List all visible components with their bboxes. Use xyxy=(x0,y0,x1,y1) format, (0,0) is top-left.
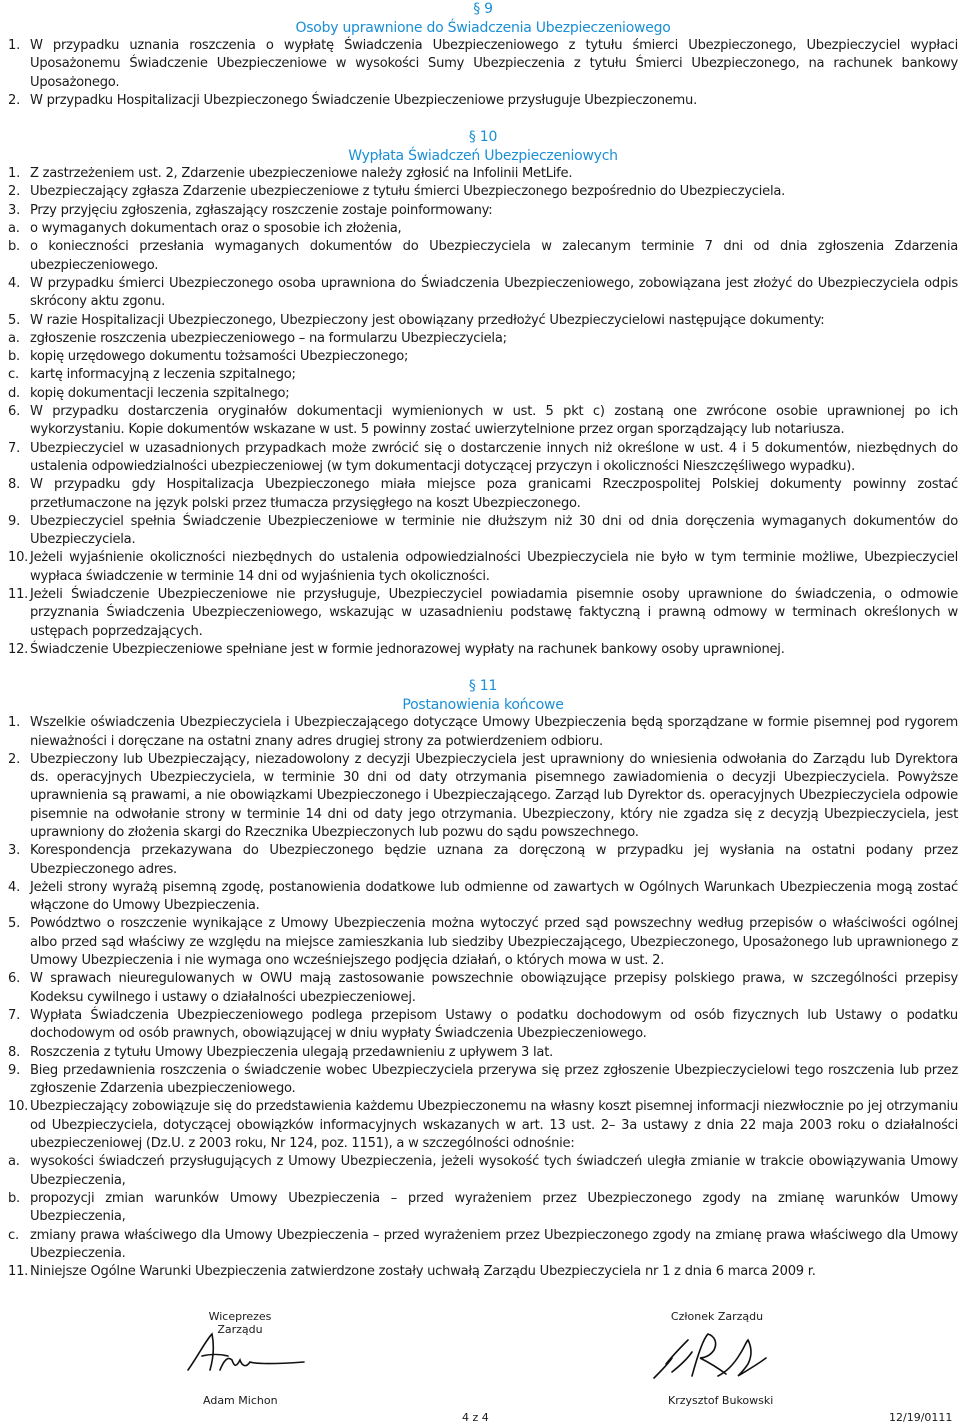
s11-item-4 xyxy=(8,879,958,916)
section-10-number: § 10 xyxy=(468,129,498,146)
item-text: W przypadku gdy Hospitalizacja Ubezpieczonego miała miejsce poza granicami Rzeczpospolitej Polskiej dokumenty powinny zostać przetłumaczone na język polski przez tłumacza przysięgłego na koszt Ubezpieczonego. xyxy=(30,477,958,511)
item-text: Wszelkie oświadczenia Ubezpieczyciela i Ubezpieczającego dotyczące Umowy Ubezpieczenia będą sporządzane w formie pisemnej pod rygorem nieważności i doręczane na ostatni znany adres drugiej strony za potwierdzeniem odbioru. xyxy=(30,715,958,749)
s10-item-9 xyxy=(8,513,958,550)
item-number: 2. xyxy=(8,184,20,200)
item-number: 3. xyxy=(8,843,20,859)
handwritten-signature-left xyxy=(180,1326,310,1382)
signature-block xyxy=(0,1310,960,1407)
subitem-text: zmiany prawa właściwego dla Umowy Ubezpieczenia – przed wyrażeniem przez Ubezpieczonego zgody na zmianę prawa właściwego dla Umowy Ubezpieczenia. xyxy=(30,1227,958,1261)
s10-item-5a xyxy=(8,330,958,348)
s10-item-10 xyxy=(8,549,958,586)
s10-item-2 xyxy=(8,183,958,201)
item-text: W przypadku śmierci Ubezpieczonego osoba uprawniona do Świadczenia Ubezpieczeniowego, zobowiązana jest złożyć do Ubezpieczyciela odpis skrócony aktu zgonu. xyxy=(30,275,958,310)
s9-item-1 xyxy=(8,37,958,92)
page-number: 4 z 4 xyxy=(462,1411,489,1424)
s10-item-7 xyxy=(8,440,958,477)
item-number: 7. xyxy=(8,440,20,456)
subitem-letter: c. xyxy=(8,1227,19,1243)
subitem-letter: b. xyxy=(8,1190,20,1206)
subitem-letter: a. xyxy=(8,221,20,237)
document-page xyxy=(8,0,958,1281)
section-11-title: Postanowienia końcowe xyxy=(402,696,564,713)
item-text: Ubezpieczający zobowiązuje się do przedstawienia każdemu Ubezpieczonemu na własny koszt pisemnej informacji niezwłocznie po jej otrzymaniu od Ubezpieczyciela, dotyczącej obowiązków informacyjnych wskazanych w art. 13 ust. 2– 3a ustawy z dnia 22 maja 2003 roku o działalności ubezpieczeniowej (Dz.U. z 2003 roku, Nr 124, poz. 1151), a w szczególności odnośnie: xyxy=(30,1099,958,1152)
section-11-number: § 11 xyxy=(468,678,498,695)
s11-item-2 xyxy=(8,751,958,842)
item-number: 2. xyxy=(8,751,20,767)
s10-item-3b xyxy=(8,238,958,275)
item-text: W przypadku dostarczenia oryginałów dokumentacji wymienionych w ust. 5 pkt c) zostaną one zwrócone osobie uprawnionej po ich wykorzystaniu. Kopie dokumentów wskazane w ust. 5 powinny zostać uwierzytelnione przez organ sporządzający lub notariusza. xyxy=(30,404,958,438)
s11-item-8 xyxy=(8,1044,958,1062)
subitem-text: o konieczności przesłania wymaganych dokumentów do Ubezpieczyciela w zalecanym terminie 7 dni od dnia zgłoszenia Zdarzenia ubezpieczeniowego. xyxy=(30,239,958,273)
item-text: Korespondencja przekazywana do Ubezpieczonego będzie uznana za doręczoną w przypadku jej wysłania na ostatni podany przez Ubezpieczonego adres. xyxy=(30,843,958,877)
item-number: 9. xyxy=(8,1062,20,1078)
item-number: 6. xyxy=(8,404,20,420)
subitem-text: zgłoszenie roszczenia ubezpieczeniowego – na formularzu Ubezpieczyciela; xyxy=(30,330,507,346)
item-text: Przy przyjęciu zgłoszenia, zgłaszający roszczenie zostaje poinformowany: xyxy=(30,202,493,218)
item-number: 12. xyxy=(8,641,29,657)
handwritten-signature-right xyxy=(648,1324,788,1386)
s10-item-5b xyxy=(8,348,958,366)
s11-item-11 xyxy=(8,1263,958,1281)
item-text: W przypadku uznania roszczenia o wypłatę Świadczenia Ubezpieczeniowego z tytułu śmierci Ubezpieczonego, Ubezpieczyciel wypłaci Uposażonemu Świadczenie Ubezpieczeniowe w wysokości Sumy Ubezpieczenia z tytułu Śmierci Ubezpieczonego, na rachunek bankowy Uposażonego. xyxy=(30,38,958,90)
section-9-title: Osoby uprawnione do Świadczenia Ubezpieczeniowego xyxy=(295,19,671,36)
signatory-title-left: Wiceprezes Zarządu xyxy=(208,1310,272,1336)
s10-item-4 xyxy=(8,275,958,312)
section-11-heading xyxy=(8,677,958,714)
item-number: 7. xyxy=(8,1007,20,1023)
item-text: W razie Hospitalizacji Ubezpieczonego, Ubezpieczony jest obowiązany przedłożyć Ubezpieczycielowi następujące dokumenty: xyxy=(30,312,825,328)
item-number: 1. xyxy=(8,715,20,731)
item-text: Jeżeli wyjaśnienie okoliczności niezbędnych do ustalenia odpowiedzialności Ubezpieczyciela nie było w tym terminie możliwe, Ubezpieczyciel wypłaca świadczenie w terminie 14 dni od wyjaśnienia tych okoliczności. xyxy=(30,550,958,584)
section-9-heading xyxy=(8,0,958,37)
item-text: Powództwo o roszczenie wynikające z Umowy Ubezpieczenia można wytoczyć przed sąd powszechny według przepisów o właściwości ogólnej albo przed sąd właściwy ze względu na miejsce zamieszkania lub siedziby Ubezpieczającego, Ubezpieczonego, Uposażonego lub uprawnionego z Umowy Ubezpieczenia i nie wymaga ono wcześniejszego podjęcia działań, o których mowa w ust. 2. xyxy=(30,916,958,969)
subitem-text: propozycji zmian warunków Umowy Ubezpieczenia – przed wyrażeniem przez Ubezpieczonego zgody na zmianę warunków Umowy Ubezpieczenia, xyxy=(30,1190,958,1225)
s10-item-6 xyxy=(8,403,958,440)
item-text: Bieg przedawnienia roszczenia o świadczenie wobec Ubezpieczyciela przerywa się przez zgłoszenie Ubezpieczycielowi tego roszczenia lub przez zgłoszenie Zdarzenia ubezpieczeniowego. xyxy=(30,1062,958,1097)
item-text: Z zastrzeżeniem ust. 2, Zdarzenie ubezpieczeniowe należy zgłosić na Infolinii MetLife. xyxy=(30,166,573,182)
s10-item-12 xyxy=(8,641,958,659)
subitem-letter: d. xyxy=(8,385,20,401)
item-number: 5. xyxy=(8,312,20,328)
item-number: 10. xyxy=(8,1099,29,1115)
item-number: 1. xyxy=(8,166,20,182)
item-number: 8. xyxy=(8,477,20,493)
subitem-letter: b. xyxy=(8,349,20,365)
s11-item-7 xyxy=(8,1007,958,1044)
signature-right xyxy=(662,1310,774,1407)
item-number: 3. xyxy=(8,202,20,218)
subitem-text: o wymaganych dokumentach oraz o sposobie ich złożenia, xyxy=(30,221,402,237)
subitem-letter: c. xyxy=(8,367,19,383)
item-text: Niniejsze Ogólne Warunki Ubezpieczenia zatwierdzone zostały uchwałą Zarządu Ubezpieczyciela nr 1 z dnia 6 marca 2009 r. xyxy=(30,1264,816,1280)
item-number: 11. xyxy=(8,1264,29,1280)
item-number: 4. xyxy=(8,275,20,291)
s10-item-5c xyxy=(8,366,958,384)
s11-item-9 xyxy=(8,1062,958,1099)
s11-item-10c xyxy=(8,1227,958,1264)
s10-item-3a xyxy=(8,220,958,238)
item-number: 5. xyxy=(8,916,20,932)
section-10-heading xyxy=(8,128,958,165)
s10-item-1 xyxy=(8,165,958,183)
item-text: W sprawach nieuregulowanych w OWU mają zastosowanie powszechnie obowiązujące przepisy polskiego prawa, w szczególności przepisy Kodeksu cywilnego i ustawy o działalności ubezpieczeniowej. xyxy=(30,971,958,1005)
item-number: 6. xyxy=(8,971,20,987)
s10-item-11 xyxy=(8,586,958,641)
subitem-letter: a. xyxy=(8,1154,20,1170)
signatory-name-right: Krzysztof Bukowski xyxy=(668,1394,774,1407)
section-9-number: § 9 xyxy=(473,1,493,17)
item-text: Ubezpieczyciel w uzasadnionych przypadkach może zwrócić się o dostarczenie innych niż określone w ust. 4 i 5 dokumentów, niezbędnych do ustalenia odpowiedzialności ubezpieczeniowej (w tym dokumentacji dotyczącej przyczyn i okoliczności Nieszczęśliwego wypadku). xyxy=(30,440,958,474)
s10-item-3 xyxy=(8,202,958,220)
item-text: Ubezpieczyciel spełnia Świadczenie Ubezpieczeniowe w terminie nie dłuższym niż 30 dni od dnia doręczenia wymaganych dokumentów do Ubezpieczyciela. xyxy=(30,513,958,548)
item-text: Jeżeli Świadczenie Ubezpieczeniowe nie przysługuje, Ubezpieczyciel powiadamia pisemnie osoby uprawnione do świadczenia, o odmowie przyznania Świadczenia Ubezpieczeniowego, wskazując w uzasadnieniu podstawę faktyczną i prawną odmowy w terminach określonych w ustępach poprzedzających. xyxy=(30,587,958,639)
item-number: 11. xyxy=(8,587,29,603)
item-number: 8. xyxy=(8,1044,20,1060)
subitem-letter: a. xyxy=(8,330,20,346)
subitem-text: wysokości świadczeń przysługujących z Umowy Ubezpieczenia, jeżeli wysokość tych świadczeń uległa zmianie w trakcie obowiązywania Umowy Ubezpieczenia, xyxy=(30,1154,958,1188)
item-text: Roszczenia z tytułu Umowy Ubezpieczenia ulegają przedawnieniu z upływem 3 lat. xyxy=(30,1044,554,1060)
subitem-letter: b. xyxy=(8,239,20,255)
s10-item-8 xyxy=(8,476,958,513)
item-text: Ubezpieczony lub Ubezpieczający, niezadowolony z decyzji Ubezpieczyciela jest uprawniony do wniesienia odwołania do Zarządu lub Dyrektora ds. operacyjnych Ubezpieczyciela, w terminie 30 dni od daty otrzymania pisemnego zawiadomienia o decyzji Ubezpieczyciela. Powyższe uprawnienia są prawami, a nie obowiązkami Ubezpieczonego i Ubezpieczającego. Zarząd lub Dyrektor ds. operacyjnych Ubezpieczyciela odpowie pisemnie na odwołanie strony w terminie 14 dni od daty jego otrzymania. Ubezpieczony, który nie zgadza się z decyzją Ubezpieczyciela, jest uprawniony do złożenia skargi do Rzecznika Ubezpieczonych lub pozwu do sądu powszechnego. xyxy=(30,751,958,840)
subitem-text: kopię dokumentacji leczenia szpitalnego; xyxy=(30,385,290,401)
item-text: W przypadku Hospitalizacji Ubezpieczonego Świadczenie Ubezpieczeniowe przysługuje Ubezpieczonemu. xyxy=(30,92,698,108)
s11-item-1 xyxy=(8,714,958,751)
item-text: Ubezpieczający zgłasza Zdarzenie ubezpieczeniowe z tytułu śmierci Ubezpieczonego bezpośrednio do Ubezpieczyciela. xyxy=(30,184,786,200)
subitem-text: kopię urzędowego dokumentu tożsamości Ubezpieczonego; xyxy=(30,349,409,365)
item-number: 10. xyxy=(8,550,29,566)
s11-item-10b xyxy=(8,1190,958,1227)
item-number: 1. xyxy=(8,38,20,53)
item-number: 9. xyxy=(8,513,20,529)
s11-item-5 xyxy=(8,915,958,970)
signatory-name-left: Adam Michon xyxy=(203,1394,278,1407)
item-text: Wypłata Świadczenia Ubezpieczeniowego podlega przepisom Ustawy o podatku dochodowym od osób fizycznych lub Ustawy o podatku dochodowym od osób prawnych, obowiązującej w dniu wypłaty Świadczenia Ubezpieczeniowego. xyxy=(30,1007,958,1042)
signatory-title-right: Członek Zarządu xyxy=(670,1310,764,1323)
section-10-title: Wypłata Świadczeń Ubezpieczeniowych xyxy=(348,147,618,164)
s11-item-10 xyxy=(8,1098,958,1153)
document-code: 12/19/0111 xyxy=(889,1411,953,1424)
s10-item-5d xyxy=(8,385,958,403)
item-text: Świadczenie Ubezpieczeniowe spełniane jest w formie jednorazowej wypłaty na rachunek bankowy osoby uprawnionej. xyxy=(30,641,785,657)
item-text: Jeżeli strony wyrażą pisemną zgodę, postanowienia dodatkowe lub odmienne od zawartych w Ogólnych Warunkach Ubezpieczenia mogą zostać włączone do Umowy Ubezpieczenia. xyxy=(30,879,958,914)
item-number: 4. xyxy=(8,879,20,895)
s11-item-10a xyxy=(8,1153,958,1190)
s11-item-3 xyxy=(8,842,958,879)
subitem-text: kartę informacyjną z leczenia szpitalnego; xyxy=(30,367,296,383)
signature-left xyxy=(185,1310,295,1407)
s11-item-6 xyxy=(8,970,958,1007)
item-number: 2. xyxy=(8,92,20,108)
s10-item-5 xyxy=(8,312,958,330)
s9-item-2 xyxy=(8,92,958,110)
